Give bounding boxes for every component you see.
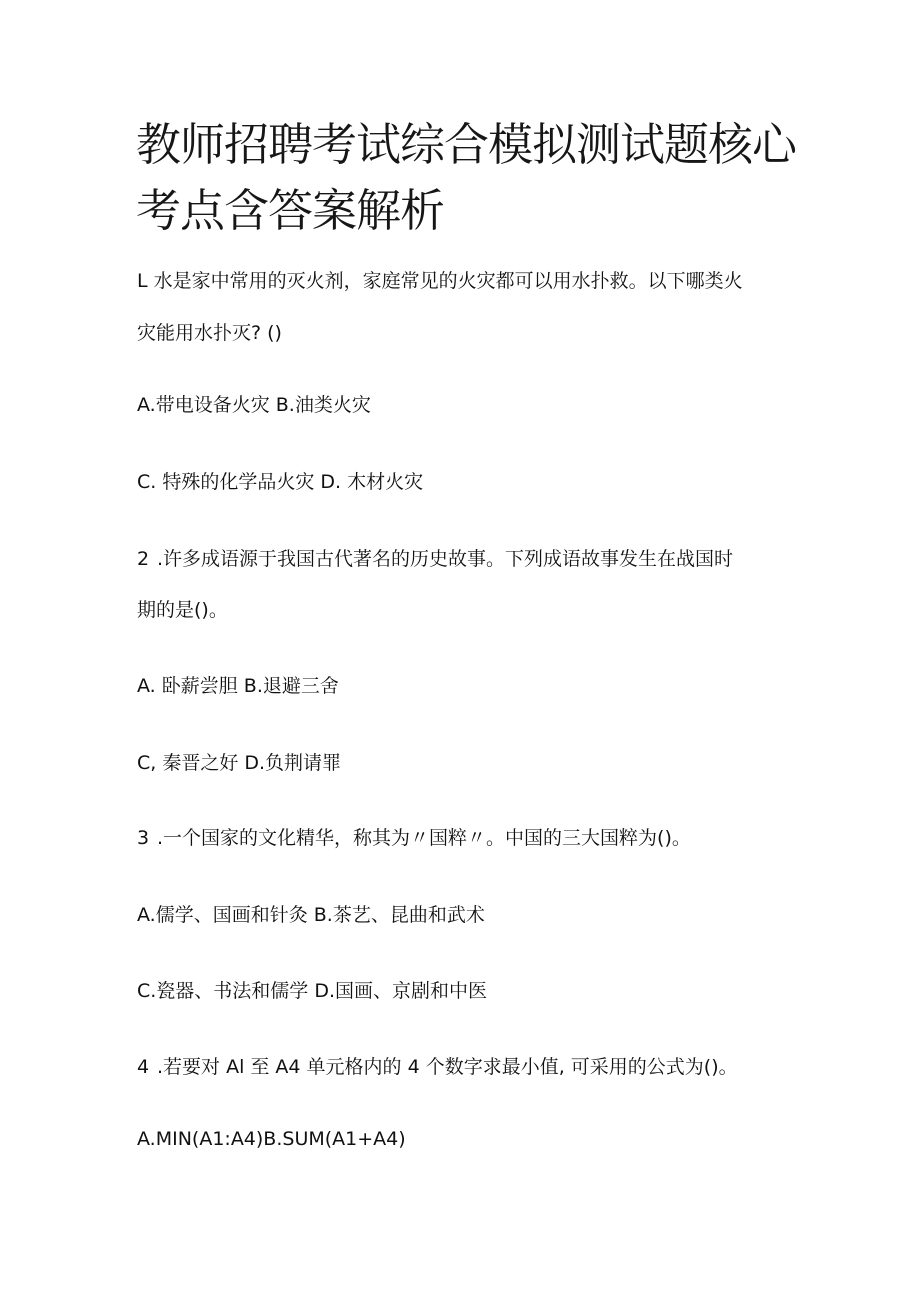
q4-text-line-1 [137,1052,738,1079]
q2-options-cd: C, 秦晋之好 D.负荆请罪 [137,752,342,774]
q2-number: 2 [137,548,150,570]
q3-options-cd: C.瓷器、书法和儒学 D.国画、京剧和中医 [137,980,488,1002]
q3-text-line-1 [137,823,691,850]
q1-text-line-1: L 水是家中常用的灭火剂，家庭常见的火灾都可以用水扑救。以下哪类火 [137,270,743,292]
title-line-2: 考点含答案解析 [136,184,445,237]
q1-options-cd: C. 特殊的化学品火灾 D. 木材火灾 [137,471,424,493]
q1-options-ab: A.带电设备火灾 B.油类火灾 [137,394,371,416]
title-line-1: 教师招聘考试综合模拟测试题核心 [136,118,797,171]
q3-number: 3 [137,827,150,849]
q4-number: 4 [137,1056,150,1078]
document-title [136,112,836,244]
q4-options-ab: A.MIN(A1:A4)B.SUM(A1+A4) [137,1128,406,1150]
q1-text-line-2: 灾能用水扑灭? () [137,322,282,344]
q2-text-line-1 [137,544,733,571]
q2-text: .许多成语源于我国古代著名的历史故事。下列成语故事发生在战国时 [157,548,734,570]
q4-text: .若要对 Al 至 A4 单元格内的 4 个数字求最小值, 可采用的公式为()。 [157,1056,738,1078]
q2-options-ab: A. 卧薪尝胆 B.退避三舍 [137,675,339,697]
q3-options-ab: A.儒学、国画和针灸 B.茶艺、昆曲和武术 [137,904,485,926]
q3-text: .一个国家的文化精华，称其为〃国粹〃。中国的三大国粹为()。 [157,827,691,849]
q2-text-line-2: 期的是()。 [137,599,228,621]
